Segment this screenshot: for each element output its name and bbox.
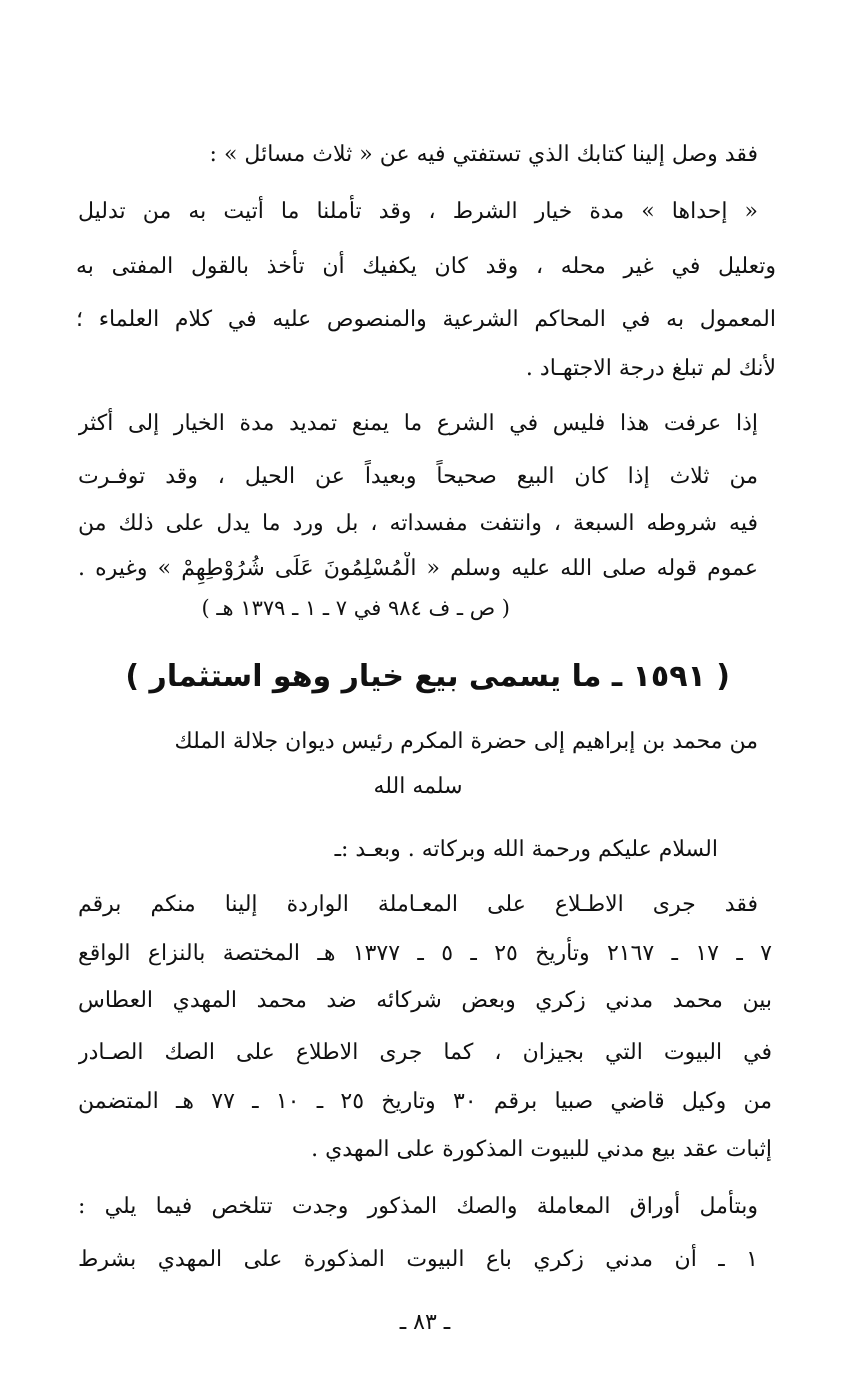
section-heading: ( ١٥٩١ ـ ما يسمى بيع خيار وهو استثمار ) [125,659,730,694]
source-reference: ( ص ـ ف ٩٨٤ في ٧ ـ ١ ـ ١٣٧٩ هـ ) [201,596,510,620]
body-line-2: « إحداها » مدة خيار الشرط ، وقد تأملنا ما أتيت به من تدليل [78,199,758,224]
body-line-8: فيه شروطه السبعة ، وانتفت مفسداته ، بل ورد ما يدل على ذلك من [78,511,758,536]
body-line-16: وبتأمل أوراق المعاملة والصك المذكور وجدت تتلخص فيما يلي : [78,1194,758,1219]
body-line-9: عموم قوله صلى الله عليه وسلم « الْمُسْلِمُونَ عَلَى شُرُوْطِهِمْ » وغيره . [78,556,758,581]
page-number: ـ ٨٣ ـ [399,1310,451,1335]
body-line-17: ١ ـ أن مدني زكري باع البيوت المذكورة على المهدي بشرط [78,1247,758,1272]
body-line-13: في البيوت التي بجيزان ، كما جرى الاطلاع على الصك الصـادر [78,1040,772,1065]
body-line-10: فقد جرى الاطـلاع على المعـاملة الواردة إلينا منكم برقم [78,892,758,917]
body-line-15: إثبات عقد بيع مدني للبيوت المذكورة على المهدي . [311,1137,772,1162]
body-line-4: المعمول به في المحاكم الشرعية والمنصوص عليه في كلام العلماء ؛ [76,307,776,332]
greeting-line: السلام عليكم ورحمة الله وبركاته . وبعـد :ـ [334,837,718,862]
body-line-11: ٧ ـ ١٧ ـ ٢١٦٧ وتأريخ ٢٥ ـ ٥ ـ ١٣٧٧ هـ المختصة بالنزاع الواقع [78,941,772,966]
letter-sender-line: من محمد بن إبراهيم إلى حضرة المكرم رئيس ديوان جلالة الملك [174,729,758,754]
body-line-12: بين محمد مدني زكري وبعض شركائه ضد محمد المهدي العطاس [78,988,772,1013]
body-line-7: من ثلاث إذا كان البيع صحيحاً وبعيداً عن الحيل ، وقد توفـرت [78,464,758,489]
body-line-5: لأنك لم تبلغ درجة الاجتهـاد . [525,356,776,381]
body-line-6: إذا عرفت هذا فليس في الشرع ما يمنع تمديد مدة الخيار إلى أكثر [78,411,758,436]
letter-salutation-blessing: سلمه الله [373,774,463,799]
body-line-14: من وكيل قاضي صبيا برقم ٣٠ وتاريخ ٢٥ ـ ١٠ ـ ٧٧ هـ المتضمن [78,1089,772,1114]
body-line-3: وتعليل في غير محله ، وقد كان يكفيك أن تأخذ بالقول المفتى به [76,254,776,279]
body-line-1: فقد وصل إلينا كتابك الذي تستفتي فيه عن « ثلاث مسائل » : [209,142,758,167]
